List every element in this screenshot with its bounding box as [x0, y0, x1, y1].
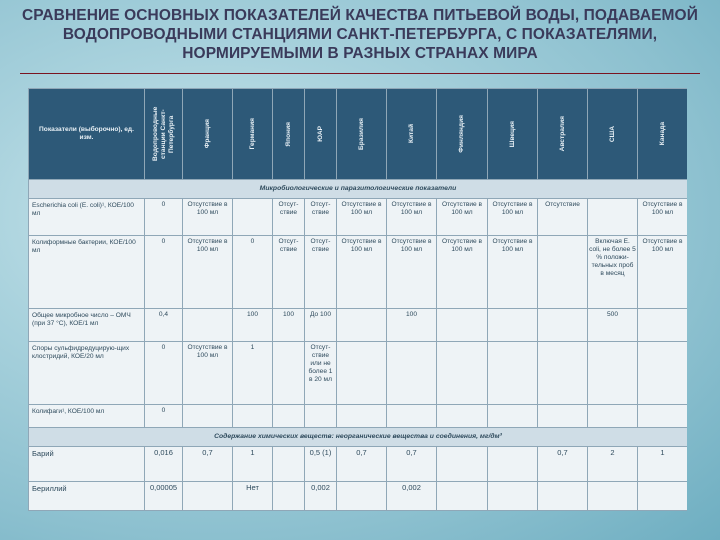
page-title: СРАВНЕНИЕ ОСНОВНЫХ ПОКАЗАТЕЛЕЙ КАЧЕСТВА ПИТЬЕВОЙ ВОДЫ, ПОДАВАЕМОЙ ВОДОПРОВОДНЫМИ СТАНЦИЯМИ САНКТ-ПЕТЕРБУРГА, С ПОКАЗАТЕЛЯМИ, НОРМИРУЕМЫМИ В РАЗНЫХ СТРАНАХ МИРА [22, 7, 698, 62]
table-cell [488, 405, 538, 428]
table-cell: 0,002 [305, 482, 337, 511]
table-cell: Нет [233, 482, 273, 511]
header-row [29, 89, 688, 180]
table-cell: 100 [233, 309, 273, 342]
table-cell [588, 342, 638, 405]
table-cell [305, 405, 337, 428]
header-sweden [488, 89, 538, 180]
table-cell: Отсут-ствие [305, 236, 337, 309]
table-cell [488, 309, 538, 342]
table-cell: 0,00005 [145, 482, 183, 511]
table-cell [488, 447, 538, 482]
table-cell: Отсутствие в 100 мл [488, 236, 538, 309]
header-spb [145, 89, 183, 180]
table-cell [273, 482, 305, 511]
table-cell: Отсутствие в 100 мл [183, 199, 233, 236]
table-cell [337, 309, 387, 342]
table-row [29, 342, 688, 405]
table-cell [588, 405, 638, 428]
table-cell: Отсут-ствие или не более 1 в 20 мл [305, 342, 337, 405]
table-cell [437, 309, 488, 342]
table-cell: 1 [233, 447, 273, 482]
header-label: Швеция [508, 120, 516, 148]
table-cell: 0,5 (1) [305, 447, 337, 482]
table-cell: 0,016 [145, 447, 183, 482]
title-divider [20, 73, 700, 74]
table-cell [638, 309, 688, 342]
table-cell: 2 [588, 447, 638, 482]
header-canada [638, 89, 688, 180]
table-cell: Отсутствие в 100 мл [387, 236, 437, 309]
table-cell [183, 482, 233, 511]
section-label: Микробиологические и паразитологические показатели [29, 180, 688, 199]
table-cell: Отсутствие в 100 мл [437, 236, 488, 309]
header-label: Китай [407, 124, 415, 144]
table-cell: 0 [145, 405, 183, 428]
table-row [29, 309, 688, 342]
table-cell: 0,7 [538, 447, 588, 482]
row-indicator-name: Бериллий [29, 482, 145, 511]
header-usa [588, 89, 638, 180]
table-cell: Отсутствие в 100 мл [183, 342, 233, 405]
table-cell: 100 [273, 309, 305, 342]
section-row-chemical [29, 428, 688, 447]
header-france [183, 89, 233, 180]
table-cell: 0,002 [387, 482, 437, 511]
table-cell: 0 [145, 342, 183, 405]
table-cell [437, 447, 488, 482]
row-indicator-name: Барий [29, 447, 145, 482]
table-cell: Отсутствие в 100 мл [638, 199, 688, 236]
table-cell [638, 482, 688, 511]
table-cell: 1 [638, 447, 688, 482]
table-cell [273, 342, 305, 405]
table-cell [638, 405, 688, 428]
header-label: Финляндия [458, 115, 465, 153]
table-cell [488, 342, 538, 405]
table-cell [538, 236, 588, 309]
table-cell: Отсут-ствие [273, 236, 305, 309]
table-cell [273, 405, 305, 428]
table-cell [538, 342, 588, 405]
header-japan [273, 89, 305, 180]
header-label: Германия [248, 118, 256, 150]
row-indicator-name: Споры сульфидредуцирую-щих клостридий, КОЕ/20 мл [29, 342, 145, 405]
table-cell: Отсутствие в 100 мл [387, 199, 437, 236]
comparison-table-container [28, 88, 687, 540]
table-cell: Отсутствие в 100 мл [437, 199, 488, 236]
table-cell: Отсутствие в 100 мл [183, 236, 233, 309]
table-row [29, 482, 688, 511]
header-china [387, 89, 437, 180]
table-cell [273, 447, 305, 482]
table-cell [588, 482, 638, 511]
row-indicator-name: Общее микробное число – ОМЧ (при 37 °С), КОЕ/1 мл [29, 309, 145, 342]
table-cell: До 100 [305, 309, 337, 342]
table-cell: Отсут-ствие [305, 199, 337, 236]
table-cell: Отсут-ствие [273, 199, 305, 236]
header-label: ЮАР [316, 126, 324, 142]
header-label: Бразилия [357, 118, 365, 150]
header-sar [305, 89, 337, 180]
table-cell: 500 [588, 309, 638, 342]
header-label: США [608, 125, 616, 143]
table-cell: 0 [145, 199, 183, 236]
table-cell: 0 [145, 236, 183, 309]
table-cell: 0 [233, 236, 273, 309]
header-germany [233, 89, 273, 180]
header-label: Япония [284, 121, 292, 147]
table-cell: Отсутствие в 100 мл [337, 199, 387, 236]
section-row-microbio [29, 180, 688, 199]
row-indicator-name: Колифаги¹, КОЕ/100 мл [29, 405, 145, 428]
comparison-table [28, 88, 687, 511]
table-cell [437, 405, 488, 428]
header-label: Канада [658, 122, 666, 146]
table-cell [337, 342, 387, 405]
table-cell: 0,7 [183, 447, 233, 482]
table-cell [233, 199, 273, 236]
table-cell [387, 342, 437, 405]
table-cell: Отсутствие в 100 мл [638, 236, 688, 309]
header-australia [538, 89, 588, 180]
header-brazil [337, 89, 387, 180]
header-label: Франция [203, 119, 211, 149]
table-cell: 0,4 [145, 309, 183, 342]
table-cell [183, 405, 233, 428]
table-cell [337, 405, 387, 428]
table-cell [538, 309, 588, 342]
table-cell: 0,7 [387, 447, 437, 482]
header-finland [437, 89, 488, 180]
table-cell: Отсутствие в 100 мл [488, 199, 538, 236]
table-cell: 0,7 [337, 447, 387, 482]
table-cell [183, 309, 233, 342]
table-row [29, 447, 688, 482]
table-row [29, 405, 688, 428]
table-cell [538, 482, 588, 511]
table-cell [488, 482, 538, 511]
table-row [29, 199, 688, 236]
table-cell [387, 405, 437, 428]
table-row [29, 236, 688, 309]
header-label: Австралия [558, 116, 566, 152]
table-cell [437, 482, 488, 511]
table-cell: 1 [233, 342, 273, 405]
table-cell [588, 199, 638, 236]
table-cell [538, 405, 588, 428]
table-cell: Отсутствие в 100 мл [337, 236, 387, 309]
table-cell: Отсутствие [538, 199, 588, 236]
row-indicator-name: Escherichia coli (E. coli)¹, КОЕ/100 мл [29, 199, 145, 236]
section-label: Содержание химических веществ: неорганические вещества и соединения, мг/дм³ [29, 428, 688, 447]
row-indicator-name: Колиформные бактерии, КОЕ/100 мл [29, 236, 145, 309]
table-cell: 100 [387, 309, 437, 342]
table-cell [233, 405, 273, 428]
table-cell: Включая E. coli, не более 5 % положи-тельных проб в месяц [588, 236, 638, 309]
table-cell [638, 342, 688, 405]
table-cell [337, 482, 387, 511]
table-cell [437, 342, 488, 405]
header-label: Водопроводные станции Санкт-Петербурга [151, 106, 175, 162]
header-indicator: Показатели (выборочно), ед. изм. [29, 89, 145, 180]
